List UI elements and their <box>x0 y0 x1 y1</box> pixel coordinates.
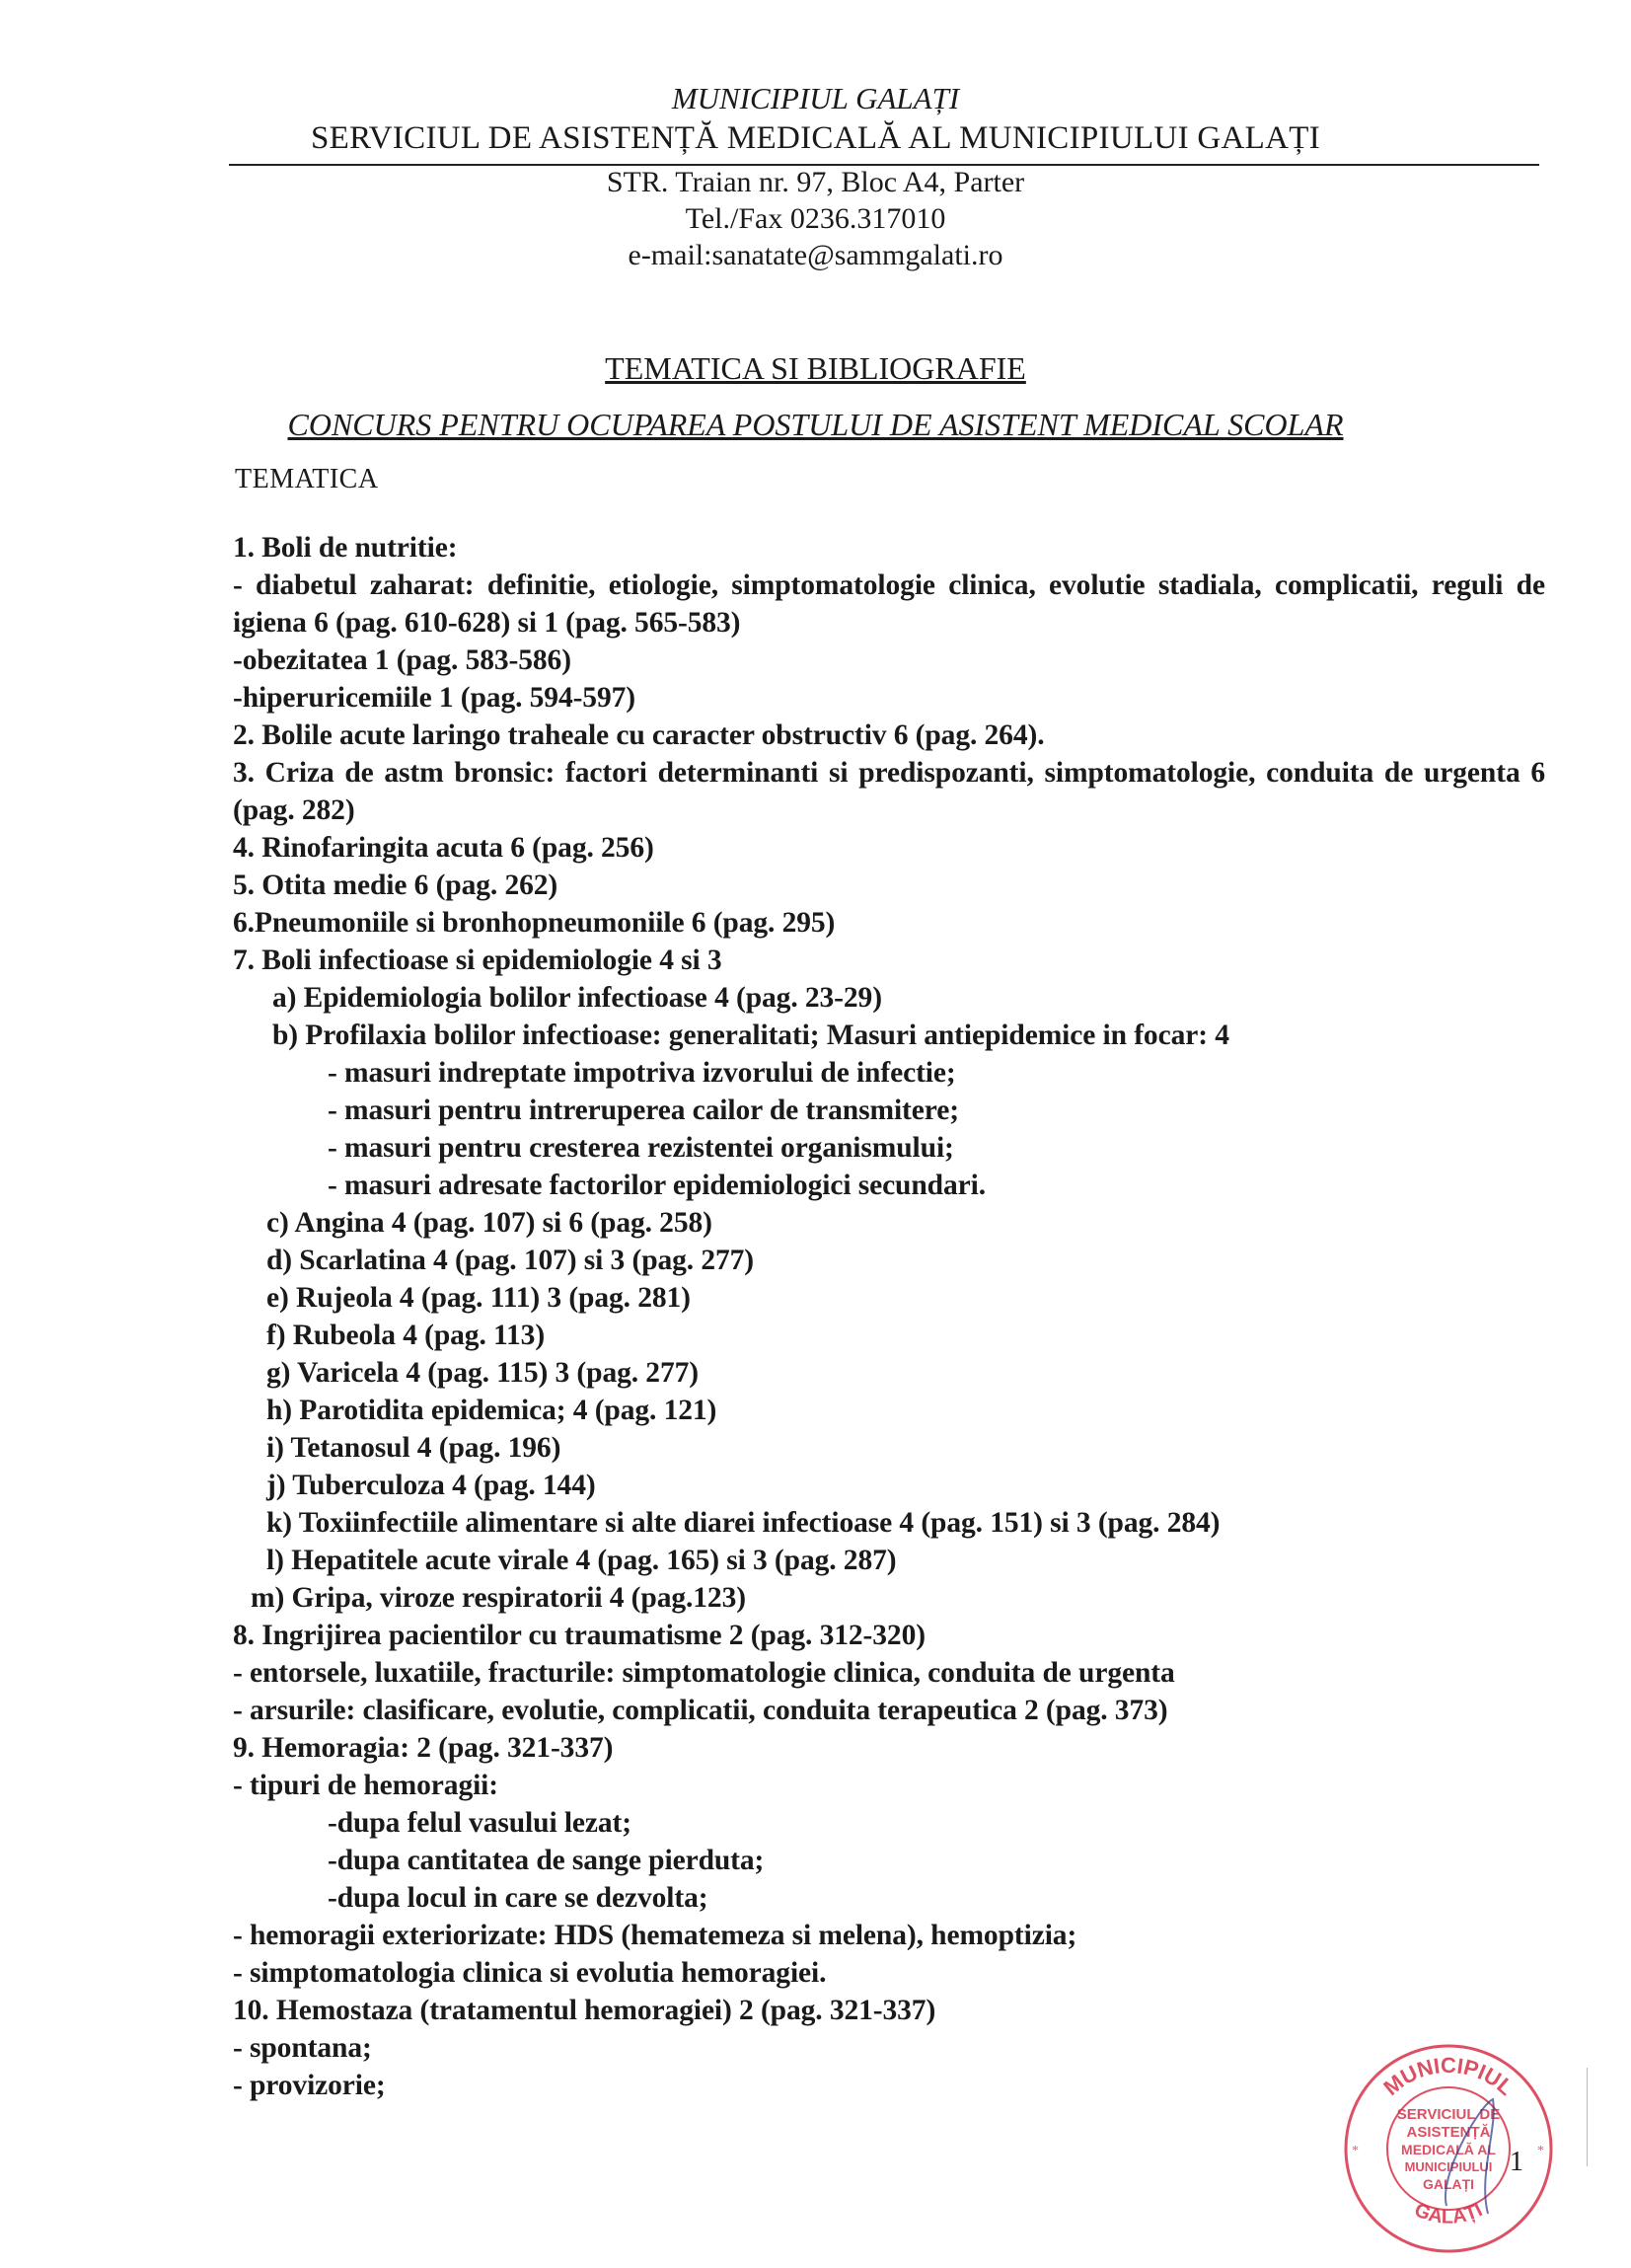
list-item: -dupa felul vasului lezat; <box>328 1807 632 1839</box>
list-item: - masuri pentru cresterea rezistentei organismului; <box>328 1132 954 1164</box>
list-item: -obezitatea 1 (pag. 583-586) <box>233 644 571 676</box>
svg-text:MEDICALĂ AL: MEDICALĂ AL <box>1401 2142 1496 2157</box>
list-item: j) Tuberculoza 4 (pag. 144) <box>266 1470 596 1501</box>
list-item: - entorsele, luxatiile, fracturile: simptomatologie clinica, conduita de urgenta <box>233 1657 1175 1689</box>
list-item: - hemoragii exteriorizate: HDS (hematemeza si melena), hemoptizia; <box>233 1920 1077 1951</box>
email: e-mail:sanatate@sammgalati.ro <box>628 239 1003 271</box>
topic-list <box>233 529 1545 2104</box>
page-number: 1 <box>1510 2147 1523 2177</box>
list-item: -dupa cantitatea de sange pierduta; <box>328 1845 765 1876</box>
list-item: m) Gripa, viroze respiratorii 4 (pag.123) <box>251 1582 746 1614</box>
list-item: k) Toxiinfectiile alimentare si alte diarei infectioase 4 (pag. 151) si 3 (pag. 284) <box>266 1507 1221 1539</box>
list-item: - diabetul zaharat: definitie, etiologie, simptomatologie clinica, evolutie stadiala, complicatii, reguli de igiena 6 (pag. 610-628) si 1 (pag. 565-583) <box>233 569 1545 639</box>
list-item: 3. Criza de astm bronsic: factori determinanti si predispozanti, simptomatologie, conduita de urgenta 6 (pag. 282) <box>233 757 1545 826</box>
list-item: - masuri pentru intreruperea cailor de transmitere; <box>328 1095 959 1126</box>
municipality-name: MUNICIPIUL GALAȚI <box>671 81 960 115</box>
list-item: - tipuri de hemoragii: <box>233 1770 499 1801</box>
list-item: e) Rujeola 4 (pag. 111) 3 (pag. 281) <box>266 1282 691 1314</box>
scan-edge-line <box>1587 2068 1588 2166</box>
address: STR. Traian nr. 97, Bloc A4, Parter <box>606 166 1025 198</box>
list-item: 7. Boli infectioase si epidemiologie 4 si 3 <box>233 945 722 976</box>
list-item: - masuri indreptate impotriva izvorului de infectie; <box>328 1057 956 1089</box>
tel-fax: Tel./Fax 0236.317010 <box>685 202 946 235</box>
list-item: 10. Hemostaza (tratamentul hemoragiei) 2 (pag. 321-337) <box>233 1995 936 2026</box>
list-item: -dupa locul in care se dezvolta; <box>328 1882 708 1914</box>
svg-text:GALAȚI: GALAȚI <box>1411 2199 1486 2229</box>
document-subtitle: CONCURS PENTRU OCUPAREA POSTULUI DE ASISTENT MEDICAL SCOLAR <box>287 407 1344 442</box>
list-item: i) Tetanosul 4 (pag. 196) <box>266 1432 561 1464</box>
svg-text:*: * <box>1537 2144 1544 2158</box>
list-item: c) Angina 4 (pag. 107) si 6 (pag. 258) <box>266 1207 712 1239</box>
list-item: - provizorie; <box>233 2070 386 2101</box>
list-item: b) Profilaxia bolilor infectioase: generalitati; Masuri antiepidemice in focar: 4 <box>272 1020 1229 1051</box>
list-item: 4. Rinofaringita acuta 6 (pag. 256) <box>233 832 654 864</box>
svg-text:*: * <box>1352 2144 1359 2158</box>
list-item: - spontana; <box>233 2032 372 2064</box>
list-item: 6.Pneumoniile si bronhopneumoniile 6 (pag. 295) <box>233 907 836 939</box>
list-item: 2. Bolile acute laringo traheale cu caracter obstructiv 6 (pag. 264). <box>233 719 1045 751</box>
svg-text:MUNICIPIULUI: MUNICIPIULUI <box>1404 2159 1493 2174</box>
list-item: l) Hepatitele acute virale 4 (pag. 165) si 3 (pag. 287) <box>266 1545 897 1576</box>
svg-text:MUNICIPIUL: MUNICIPIUL <box>1378 2052 1519 2101</box>
section-heading: TEMATICA <box>235 464 379 494</box>
list-item: -hiperuricemiile 1 (pag. 594-597) <box>233 682 635 714</box>
svg-text:ASISTENȚĂ: ASISTENȚĂ <box>1406 2124 1491 2141</box>
list-item: - arsurile: clasificare, evolutie, complicatii, conduita terapeutica 2 (pag. 373) <box>233 1695 1168 1726</box>
service-name: SERVICIUL DE ASISTENȚĂ MEDICALĂ AL MUNICIPIULUI GALAȚI <box>310 120 1321 156</box>
document-title: TEMATICA SI BIBLIOGRAFIE <box>605 350 1026 386</box>
list-item: - masuri adresate factorilor epidemiologici secundari. <box>328 1170 986 1201</box>
list-item: 1. Boli de nutritie: <box>233 532 458 564</box>
list-item: 9. Hemoragia: 2 (pag. 321-337) <box>233 1732 614 1764</box>
list-item: d) Scarlatina 4 (pag. 107) si 3 (pag. 277) <box>266 1245 755 1276</box>
list-item: f) Rubeola 4 (pag. 113) <box>266 1320 546 1351</box>
official-stamp <box>1330 2038 1567 2255</box>
svg-text:SERVICIUL DE: SERVICIUL DE <box>1396 2106 1501 2123</box>
list-item: - simptomatologia clinica si evolutia hemoragiei. <box>233 1957 827 1989</box>
list-item: 8. Ingrijirea pacientilor cu traumatisme 2 (pag. 312-320) <box>233 1620 926 1651</box>
list-item: g) Varicela 4 (pag. 115) 3 (pag. 277) <box>266 1357 699 1389</box>
list-item: a) Epidemiologia bolilor infectioase 4 (pag. 23-29) <box>272 982 882 1014</box>
list-item: 5. Otita medie 6 (pag. 262) <box>233 869 558 901</box>
list-item: h) Parotidita epidemica; 4 (pag. 121) <box>266 1395 717 1426</box>
svg-text:GALAȚI: GALAȚI <box>1422 2176 1475 2192</box>
